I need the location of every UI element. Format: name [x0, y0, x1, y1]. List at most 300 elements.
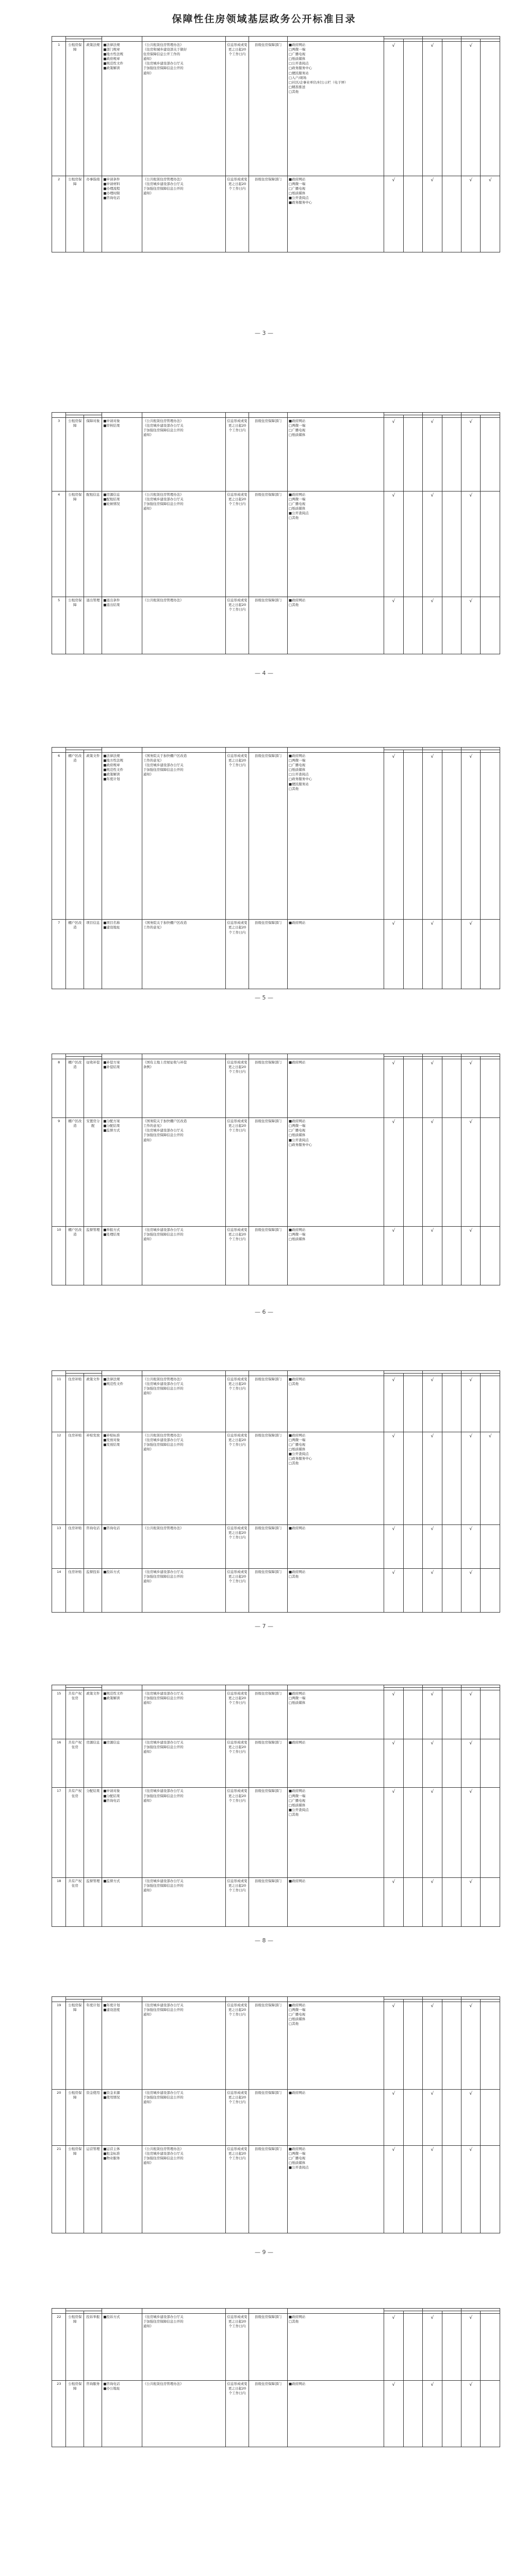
page-number: — 7 — [255, 1623, 273, 1630]
row-subject: 县级住房保障部门 [249, 1739, 288, 1788]
row-basis-line: 通知》 [143, 71, 154, 75]
row-content-line: ■投诉方式 [103, 1570, 120, 1574]
row-basis-line: 通知》 [143, 1701, 154, 1705]
header-channel [287, 1054, 384, 1059]
row-channel-line: □两微一端 [288, 423, 306, 428]
row-channel [287, 1226, 384, 1285]
row-channel-line: □其他 [288, 1812, 299, 1817]
row-content-line: ■租金标准 [103, 2151, 120, 2156]
row-all-mark: √ [384, 491, 403, 597]
row-basis [142, 2380, 225, 2447]
row-cat2: 安置房分配 [84, 1118, 102, 1227]
row-channel-line: ■政府网站 [288, 2146, 306, 2151]
row-channel-line: □政务服务中心 [288, 66, 312, 71]
row-seq: 15 [52, 1690, 66, 1739]
row-seq: 20 [52, 2090, 66, 2146]
page-number: — 8 — [255, 1937, 273, 1944]
row-active-mark: √ [423, 1059, 442, 1118]
row-channel-line: ■政府网站 [288, 419, 306, 423]
row-channel-line: ■政府网站 [288, 2091, 306, 2095]
row-basis [142, 1690, 225, 1739]
header-basis [142, 1997, 225, 2002]
row-basis-line: 于加强住房保障信息公开的 [143, 2156, 184, 2161]
row-seq: 21 [52, 2145, 66, 2233]
table-row [52, 2314, 500, 2381]
row-seq: 4 [52, 491, 66, 597]
row-channel-line: ■公开查阅点 [288, 1138, 309, 1142]
row-channel-line: ■政府网站 [288, 1377, 306, 1381]
header-basis [142, 37, 225, 42]
row-content [102, 1878, 142, 1927]
row-specific-mark [403, 920, 422, 989]
row-seq: 18 [52, 1878, 66, 1927]
header-seq [52, 413, 66, 418]
row-content [102, 418, 142, 492]
row-basis-line: 于加强住房保障信息公开的 [143, 1574, 184, 1579]
row-basis-line: 《国务院关于加快棚户区改造 [143, 921, 187, 925]
row-active-mark: √ [423, 1376, 442, 1432]
row-subject: 县级住房保障部门 [249, 1878, 288, 1927]
header-subject [249, 37, 288, 42]
row-basis-line: 《住房城乡建设部办公厅关 [143, 1128, 184, 1133]
row-basis [142, 1525, 225, 1569]
header-subject [249, 1685, 288, 1690]
row-content-line: ■规范性文件 [103, 61, 124, 66]
row-all-mark: √ [384, 2090, 403, 2146]
row-basis-line: 《住房城乡建设部办公厅关 [143, 1570, 184, 1574]
row-channel-line: □政务服务中心 [288, 1142, 312, 1147]
row-content-line: ■咨询电话 [103, 196, 120, 200]
row-basis-line: 通知》 [143, 2012, 154, 2017]
row-apply-mark [442, 2090, 461, 2146]
row-cat1: 棚户区改造 [66, 1059, 84, 1118]
row-channel-line: □入户/现场 [288, 75, 307, 80]
table-row [52, 491, 500, 597]
row-basis-line: 《国务院关于加快棚户区改造 [143, 1119, 187, 1124]
row-channel-line: ■公开查阅点 [288, 1452, 309, 1456]
row-county-mark: √ [461, 1788, 481, 1878]
row-content [102, 597, 142, 654]
row-basis-line: 《住房城乡建设部办公厅关 [143, 2091, 184, 2095]
row-basis-line: 通知》 [143, 57, 154, 61]
row-all-mark: √ [384, 1376, 403, 1432]
row-cat1: 住房补贴 [66, 1432, 84, 1524]
row-channel-line: ■政府网站 [288, 2381, 306, 2386]
row-channel-line: ■公开查阅点 [288, 196, 309, 200]
row-cat2: 征收补偿 [84, 1059, 102, 1118]
row-subject: 县级住房保障部门 [249, 753, 288, 920]
row-all-mark: √ [384, 1569, 403, 1613]
row-channel-line: □纸质媒体 [288, 191, 306, 196]
row-basis-line: 通知》 [143, 1447, 154, 1452]
row-subject: 县级住房保障部门 [249, 418, 288, 492]
row-channel-line: ■政府网站 [288, 754, 306, 758]
row-cat2: 配租信息 [84, 491, 102, 597]
row-cat1: 公租房保障 [66, 2090, 84, 2146]
row-apply-mark [442, 1226, 461, 1285]
row-apply-mark [442, 1059, 461, 1118]
row-county-mark: √ [461, 491, 481, 597]
row-channel [287, 1690, 384, 1739]
row-basis [142, 176, 225, 252]
row-content [102, 176, 142, 252]
table-row [52, 418, 500, 492]
table-row [52, 1376, 500, 1432]
row-channel [287, 1525, 384, 1569]
row-subject: 县级住房保障部门 [249, 1059, 288, 1118]
row-seq: 5 [52, 597, 66, 654]
row-county-mark: √ [461, 1226, 481, 1285]
row-content-line: ■补贴标准 [103, 1433, 120, 1437]
row-all-mark: √ [384, 1118, 403, 1227]
row-channel [287, 2380, 384, 2447]
row-cat2: 项目信息 [84, 920, 102, 989]
row-content-line: ■房源信息 [103, 492, 120, 497]
row-basis-line: 《住房城乡建设部办公厅关 [143, 61, 184, 66]
header-content [102, 1685, 142, 1690]
row-basis-line: 于加强住房保障信息公开的 [143, 1133, 184, 1138]
header-deadline [226, 1685, 249, 1690]
row-content-line: ■退出条件 [103, 598, 120, 602]
row-basis-line: 《住房城乡建设部办公厅关 [143, 2315, 184, 2319]
page-number: — 4 — [255, 670, 273, 676]
header-seq [52, 1685, 66, 1690]
catalog-table [52, 1996, 500, 2233]
row-channel-line: ■政府网站 [288, 1433, 306, 1437]
row-all-mark: √ [384, 2002, 403, 2090]
row-content-line: ■补偿方案 [103, 1060, 120, 1064]
row-basis-line: 通知》 [143, 2324, 154, 2329]
row-basis [142, 1569, 225, 1613]
row-content [102, 2002, 142, 2090]
row-channel-line: □广播电视 [288, 1442, 306, 1447]
row-deadline: 信息形成或变更之日起20个工作日内 [226, 1376, 249, 1432]
header-channel [287, 1685, 384, 1690]
header-content [102, 2309, 142, 2314]
row-all-mark: √ [384, 597, 403, 654]
row-channel-line: ■政府网站 [288, 1119, 306, 1124]
row-county-mark: √ [461, 176, 481, 252]
row-channel-line: ■政府网站 [288, 43, 306, 47]
row-active-mark: √ [423, 1118, 442, 1227]
row-all-mark: √ [384, 2314, 403, 2381]
row-seq: 11 [52, 1376, 66, 1432]
row-cat2: 分配结果 [84, 1788, 102, 1878]
row-channel-line: □两微一端 [288, 1232, 306, 1236]
row-cat1: 棚户区改造 [66, 1226, 84, 1285]
row-apply-mark [442, 42, 461, 176]
row-basis [142, 1118, 225, 1227]
row-channel-line: ■公开查阅点 [288, 2165, 309, 2170]
row-cat1: 公租房保障 [66, 176, 84, 252]
row-township-mark [481, 1878, 500, 1927]
row-channel-line: ■政府网站 [288, 1526, 306, 1531]
row-specific-mark [403, 753, 422, 920]
row-content-line: ■法律法规 [103, 1377, 120, 1381]
row-channel-line: ■政府网站 [288, 921, 306, 925]
row-basis-line: 《国有土地上房屋征收与补偿 [143, 1060, 187, 1064]
row-county-mark: √ [461, 1569, 481, 1613]
row-all-mark: √ [384, 2145, 403, 2233]
row-channel [287, 1376, 384, 1432]
row-channel-line: □纸质媒体 [288, 768, 306, 772]
header-content [102, 1371, 142, 1376]
row-basis-line: 《住房城乡建设部办公厅关 [143, 1740, 184, 1744]
row-active-mark: √ [423, 920, 442, 989]
row-content [102, 1059, 142, 1118]
header-seq [52, 2309, 66, 2314]
row-specific-mark [403, 1878, 422, 1927]
row-basis-line: 《住房城乡建设部办公厅关 [143, 423, 184, 428]
row-basis-line: 于加强住房保障信息公开的 [143, 2319, 184, 2324]
row-channel-line: □纸质媒体 [288, 1701, 306, 1705]
row-content-line: ■投诉方式 [103, 2315, 120, 2319]
row-channel-line: ■公开查阅点 [288, 1807, 309, 1812]
row-basis [142, 753, 225, 920]
row-cat2: 补贴发放 [84, 1432, 102, 1524]
table-row [52, 2145, 500, 2233]
row-apply-mark [442, 1690, 461, 1739]
row-content-line: ■部门规章 [103, 47, 120, 52]
row-basis-line: 《公共租赁住房管理办法》 [143, 492, 184, 497]
row-township-mark [481, 1739, 500, 1788]
table-row [52, 1690, 500, 1739]
row-channel-line: □广播电视 [288, 428, 306, 433]
row-specific-mark [403, 42, 422, 176]
row-content-line: ■法律法规 [103, 43, 120, 47]
row-channel-line: ■政府网站 [288, 2003, 306, 2007]
row-channel-line: □两微一端 [288, 497, 306, 501]
row-basis [142, 491, 225, 597]
row-cat2: 监督管理 [84, 1226, 102, 1285]
row-channel-line: □社区/企事业单位/村公示栏（电子屏） [288, 80, 348, 84]
row-channel-line: □两微一端 [288, 47, 306, 52]
row-subject: 县级住房保障部门 [249, 1525, 288, 1569]
row-channel-line: □政务服务中心 [288, 777, 312, 782]
header-channel [287, 1997, 384, 2002]
row-county-mark: √ [461, 1690, 481, 1739]
row-subject: 县级住房保障部门 [249, 920, 288, 989]
row-content-line: ■办理流程 [103, 187, 120, 191]
row-cat2: 资金使用 [84, 2090, 102, 2146]
header-seq [52, 37, 66, 42]
row-specific-mark [403, 2002, 422, 2090]
row-channel-line: □两微一端 [288, 182, 306, 187]
row-cat1: 住房补贴 [66, 1525, 84, 1569]
row-basis-line: 住房保障信息公开工作的 [143, 52, 180, 57]
row-content-line: ■建设地址 [103, 925, 120, 930]
table-row [52, 1432, 500, 1524]
row-channel [287, 753, 384, 920]
row-cat1: 公租房保障 [66, 2380, 84, 2447]
row-active-mark: √ [423, 2314, 442, 2381]
row-basis-line: 通知》 [143, 1579, 154, 1584]
row-channel [287, 2090, 384, 2146]
row-all-mark: √ [384, 1059, 403, 1118]
row-content-line: ■年度计划 [103, 777, 120, 782]
row-channel-line: □两微一端 [288, 1124, 306, 1128]
row-channel-line: □广播电视 [288, 1798, 306, 1803]
row-apply-mark [442, 1525, 461, 1569]
row-basis-line: 《公共租赁住房管理办法》 [143, 1433, 184, 1437]
row-active-mark: √ [423, 2145, 442, 2233]
row-basis-line: 于加强住房保障信息公开的 [143, 66, 184, 71]
row-deadline: 信息形成或变更之日起20个工作日内 [226, 920, 249, 989]
row-specific-mark [403, 1739, 422, 1788]
row-basis [142, 1376, 225, 1432]
row-content-line: ■分配结果 [103, 1793, 120, 1798]
row-deadline: 信息形成或变更之日起20个工作日内 [226, 2380, 249, 2447]
row-channel [287, 1788, 384, 1878]
row-seq: 22 [52, 2314, 66, 2381]
row-channel [287, 1739, 384, 1788]
header-basis [142, 2309, 225, 2314]
row-subject: 县级住房保障部门 [249, 1226, 288, 1285]
header-deadline [226, 37, 249, 42]
header-basis [142, 413, 225, 418]
row-subject: 县级住房保障部门 [249, 491, 288, 597]
row-county-mark: √ [461, 1059, 481, 1118]
row-township-mark [481, 1226, 500, 1285]
row-specific-mark [403, 1690, 422, 1739]
row-channel [287, 597, 384, 654]
row-specific-mark [403, 2314, 422, 2381]
row-basis-line: 于加强住房保障信息公开的 [143, 2095, 184, 2100]
row-cat1: 公租房保障 [66, 597, 84, 654]
row-content [102, 2090, 142, 2146]
header-content [102, 1054, 142, 1059]
row-channel-line: □其他 [288, 2022, 299, 2026]
row-subject: 县级住房保障部门 [249, 1569, 288, 1613]
row-channel-line: □纸质媒体 [288, 1803, 306, 1807]
row-content [102, 920, 142, 989]
row-seq: 13 [52, 1525, 66, 1569]
row-content-line: ■法律法规 [103, 754, 120, 758]
row-apply-mark [442, 176, 461, 252]
row-content-line: ■物业服务 [103, 2156, 120, 2161]
row-content [102, 2314, 142, 2381]
row-channel [287, 1432, 384, 1524]
row-content-line: ■年度计划 [103, 2003, 120, 2007]
header-channel [287, 2309, 384, 2314]
row-specific-mark [403, 1525, 422, 1569]
row-county-mark: √ [461, 753, 481, 920]
header-seq [52, 1054, 66, 1059]
row-channel-line: ■政府网站 [288, 1879, 306, 1884]
row-seq: 8 [52, 1059, 66, 1118]
table-row [52, 1118, 500, 1227]
row-content-line: ■补偿结果 [103, 1065, 120, 1070]
row-content-line: ■退出结果 [103, 602, 120, 607]
row-basis-line: 《住房城乡建设部办公厅关 [143, 2003, 184, 2007]
row-content-line: ■办公地址 [103, 2386, 120, 2391]
header-subject [249, 748, 288, 753]
row-cat2: 退出管理 [84, 597, 102, 654]
row-active-mark: √ [423, 1226, 442, 1285]
row-subject: 县级住房保障部门 [249, 2090, 288, 2146]
row-specific-mark [403, 418, 422, 492]
row-cat2: 房源信息 [84, 1739, 102, 1788]
row-channel-line: □广播电视 [288, 763, 306, 768]
row-channel-line: □其他 [288, 1382, 299, 1386]
catalog-table [52, 1054, 500, 1285]
row-channel-line: ■政府网站 [288, 598, 306, 602]
row-content [102, 1569, 142, 1613]
row-cat1: 住房补贴 [66, 1376, 84, 1432]
row-channel-line: □两微一端 [288, 1696, 306, 1701]
table-row [52, 1878, 500, 1927]
row-township-mark [481, 2002, 500, 2090]
row-channel-line: ■政府网站 [288, 1060, 306, 1064]
row-channel [287, 42, 384, 176]
row-basis [142, 1739, 225, 1788]
row-deadline: 信息形成或变更之日起20个工作日内 [226, 1059, 249, 1118]
row-seq: 19 [52, 2002, 66, 2090]
row-basis-line: 《公共租赁住房管理办法》 [143, 1526, 184, 1531]
row-active-mark: √ [423, 42, 442, 176]
row-basis [142, 2145, 225, 2233]
row-active-mark: √ [423, 1569, 442, 1613]
row-channel-line: ■政府网站 [288, 492, 306, 497]
row-seq: 1 [52, 42, 66, 176]
row-basis-line: 于加强住房保障信息公开的 [143, 1386, 184, 1391]
header-seq [52, 1371, 66, 1376]
row-basis [142, 418, 225, 492]
row-cat2: 监督投诉 [84, 1569, 102, 1613]
row-content-line: ■运营主体 [103, 2146, 120, 2151]
row-content-line: ■发放结果 [103, 1442, 120, 1447]
row-channel-line: □纸质媒体 [288, 433, 306, 437]
row-content [102, 491, 142, 597]
row-specific-mark [403, 2090, 422, 2146]
row-basis-line: 通知》 [143, 1237, 154, 1241]
row-basis-line: 通知》 [143, 1749, 154, 1754]
row-subject: 县级住房保障部门 [249, 1376, 288, 1432]
catalog-table [52, 1685, 500, 1927]
header-channel [287, 1371, 384, 1376]
row-channel-line: □其他 [288, 89, 299, 94]
row-county-mark: √ [461, 2002, 481, 2090]
row-channel [287, 1878, 384, 1927]
row-county-mark: √ [461, 418, 481, 492]
row-subject: 县级住房保障部门 [249, 1432, 288, 1524]
row-channel-line: ■政府网站 [288, 1691, 306, 1696]
row-seq: 14 [52, 1569, 66, 1613]
row-basis-line: 《住房城乡建设部办公厅关 [143, 2151, 184, 2156]
row-specific-mark [403, 2145, 422, 2233]
row-apply-mark [442, 1569, 461, 1613]
row-basis [142, 920, 225, 989]
row-content [102, 1690, 142, 1739]
row-apply-mark [442, 2002, 461, 2090]
row-basis [142, 2002, 225, 2090]
row-basis-line: 工作的意见》 [143, 758, 163, 763]
row-cat2: 年度计划 [84, 2002, 102, 2090]
row-channel [287, 2002, 384, 2090]
row-basis-line: 条例》 [143, 1065, 154, 1070]
row-basis-line: 《住房城乡建设部办公厅关 [143, 1789, 184, 1793]
row-content-line: ■申请对象 [103, 419, 120, 423]
row-content [102, 2380, 142, 2447]
row-content-line: ■规范性文件 [103, 768, 124, 772]
row-township-mark [481, 1690, 500, 1739]
row-deadline: 信息形成或变更之日起20个工作日内 [226, 1432, 249, 1524]
row-basis-line: 通知》 [143, 2161, 154, 2165]
row-channel-line: □公开查阅点 [288, 61, 309, 66]
row-content-line: ■建设进度 [103, 2008, 120, 2012]
row-channel [287, 1118, 384, 1227]
row-all-mark: √ [384, 1432, 403, 1524]
